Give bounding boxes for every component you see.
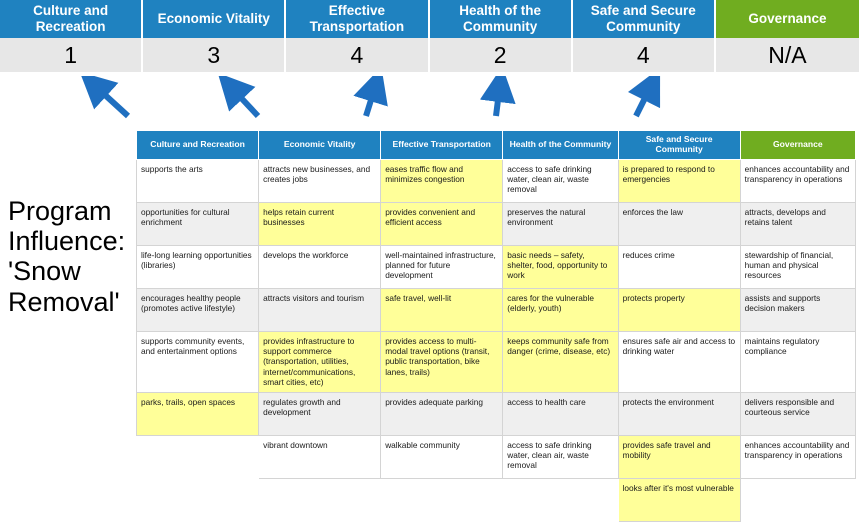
caption-line-1: Program: [8, 196, 112, 226]
matrix-column-header: Economic Vitality: [259, 131, 381, 160]
caption-line-2: Influence:: [8, 226, 126, 257]
matrix-cell: enhances accountability and transparency in operations: [740, 435, 855, 478]
scorecard-column-value: 3: [143, 38, 286, 72]
matrix-cell: regulates growth and development: [259, 392, 381, 435]
scorecard-column: [0, 0, 143, 72]
scorecard-column-value: 1: [0, 38, 143, 72]
matrix-cell: stewardship of financial, human and physical resources: [740, 245, 855, 288]
matrix-cell: assists and supports decision makers: [740, 288, 855, 331]
matrix-cell: keeps community safe from danger (crime, disease, etc): [503, 331, 618, 392]
matrix-cell: supports community events, and entertainment options: [137, 331, 259, 392]
scorecard-column: [286, 0, 429, 72]
matrix-cell: attracts, develops and retains talent: [740, 202, 855, 245]
matrix-body: [137, 159, 856, 521]
matrix-cell: life-long learning opportunities (libraries): [137, 245, 259, 288]
matrix-cell: [259, 478, 381, 521]
table-row: [137, 435, 856, 478]
scorecard-column: [716, 0, 859, 72]
matrix-cell: preserves the natural environment: [503, 202, 618, 245]
upward-arrow: [496, 84, 500, 116]
matrix-cell: develops the workforce: [259, 245, 381, 288]
scorecard-column: [573, 0, 716, 72]
arrow-group: [0, 76, 859, 132]
matrix-column-header: Safe and Secure Community: [618, 131, 740, 160]
matrix-cell: [503, 478, 618, 521]
scorecard-column-label: Health of the Community: [430, 0, 573, 38]
matrix-cell: opportunities for cultural enrichment: [137, 202, 259, 245]
matrix-cell: provides access to multi-modal travel options (transit, public transportation, bike lanes, trails): [381, 331, 503, 392]
matrix-cell: helps retain current businesses: [259, 202, 381, 245]
matrix-cell: provides infrastructure to support commerce (transportation, utilities, internet/communications, smart cities, etc): [259, 331, 381, 392]
caption-line-3: 'Snow: [8, 256, 81, 287]
scorecard-column-label: Culture and Recreation: [0, 0, 143, 38]
matrix-cell: delivers responsible and courteous service: [740, 392, 855, 435]
matrix-cell: walkable community: [381, 435, 503, 478]
scorecard-column-value: N/A: [716, 38, 859, 72]
table-row: [137, 245, 856, 288]
matrix-cell: enforces the law: [618, 202, 740, 245]
matrix-header-row: [137, 131, 856, 160]
matrix-cell: eases traffic flow and minimizes congestion: [381, 159, 503, 202]
matrix-cell: [740, 478, 855, 521]
matrix-cell: cares for the vulnerable (elderly, youth): [503, 288, 618, 331]
influence-matrix: [136, 130, 856, 522]
table-row: [137, 159, 856, 202]
table-row: [137, 392, 856, 435]
scorecard-column-value: 4: [573, 38, 716, 72]
matrix-column-header: Effective Transportation: [381, 131, 503, 160]
matrix-cell: [137, 478, 259, 521]
matrix-cell: provides convenient and efficient access: [381, 202, 503, 245]
matrix-cell: encourages healthy people (promotes active lifestyle): [137, 288, 259, 331]
table-row: [137, 288, 856, 331]
upward-arrow: [636, 84, 652, 116]
upward-arrow: [93, 84, 128, 116]
matrix-cell: supports the arts: [137, 159, 259, 202]
upward-arrow: [230, 86, 258, 116]
matrix-cell: provides safe travel and mobility: [618, 435, 740, 478]
matrix-column-header: Health of the Community: [503, 131, 618, 160]
table-row: [137, 202, 856, 245]
caption-line-4: Removal': [8, 286, 120, 317]
scorecard-column-label: Economic Vitality: [143, 0, 286, 38]
matrix-cell: basic needs – safety, shelter, food, opportunity to work: [503, 245, 618, 288]
matrix-cell: ensures safe air and access to drinking water: [618, 331, 740, 392]
matrix-cell: vibrant downtown: [259, 435, 381, 478]
scorecard-column-label: Safe and Secure Community: [573, 0, 716, 38]
scorecard-column-label: Effective Transportation: [286, 0, 429, 38]
matrix-cell: attracts visitors and tourism: [259, 288, 381, 331]
matrix-cell: protects the environment: [618, 392, 740, 435]
matrix-cell: well-maintained infrastructure, planned for future development: [381, 245, 503, 288]
matrix-column-header: Culture and Recreation: [137, 131, 259, 160]
page-title: [8, 196, 136, 317]
matrix-cell: [381, 478, 503, 521]
matrix-cell: attracts new businesses, and creates jobs: [259, 159, 381, 202]
scorecard-column-value: 4: [286, 38, 429, 72]
matrix-cell: access to safe drinking water, clean air, waste removal: [503, 435, 618, 478]
table-row: [137, 478, 856, 521]
matrix-column-header: Governance: [740, 131, 855, 160]
matrix-cell: [137, 435, 259, 478]
matrix-cell: protects property: [618, 288, 740, 331]
scorecard-column: [143, 0, 286, 72]
upward-arrow: [366, 84, 376, 116]
matrix-cell: is prepared to respond to emergencies: [618, 159, 740, 202]
matrix-cell: looks after it's most vulnerable: [618, 478, 740, 521]
matrix-cell: access to safe drinking water, clean air, waste removal: [503, 159, 618, 202]
scorecard-column-label: Governance: [716, 0, 859, 38]
scorecard-column: [430, 0, 573, 72]
matrix-cell: parks, trails, open spaces: [137, 392, 259, 435]
scorecard-strip: [0, 0, 859, 72]
matrix-cell: enhances accountability and transparency in operations: [740, 159, 855, 202]
table-row: [137, 331, 856, 392]
matrix-cell: provides adequate parking: [381, 392, 503, 435]
matrix-cell: reduces crime: [618, 245, 740, 288]
matrix-cell: maintains regulatory compliance: [740, 331, 855, 392]
matrix-cell: access to health care: [503, 392, 618, 435]
matrix-cell: safe travel, well-lit: [381, 288, 503, 331]
scorecard-column-value: 2: [430, 38, 573, 72]
